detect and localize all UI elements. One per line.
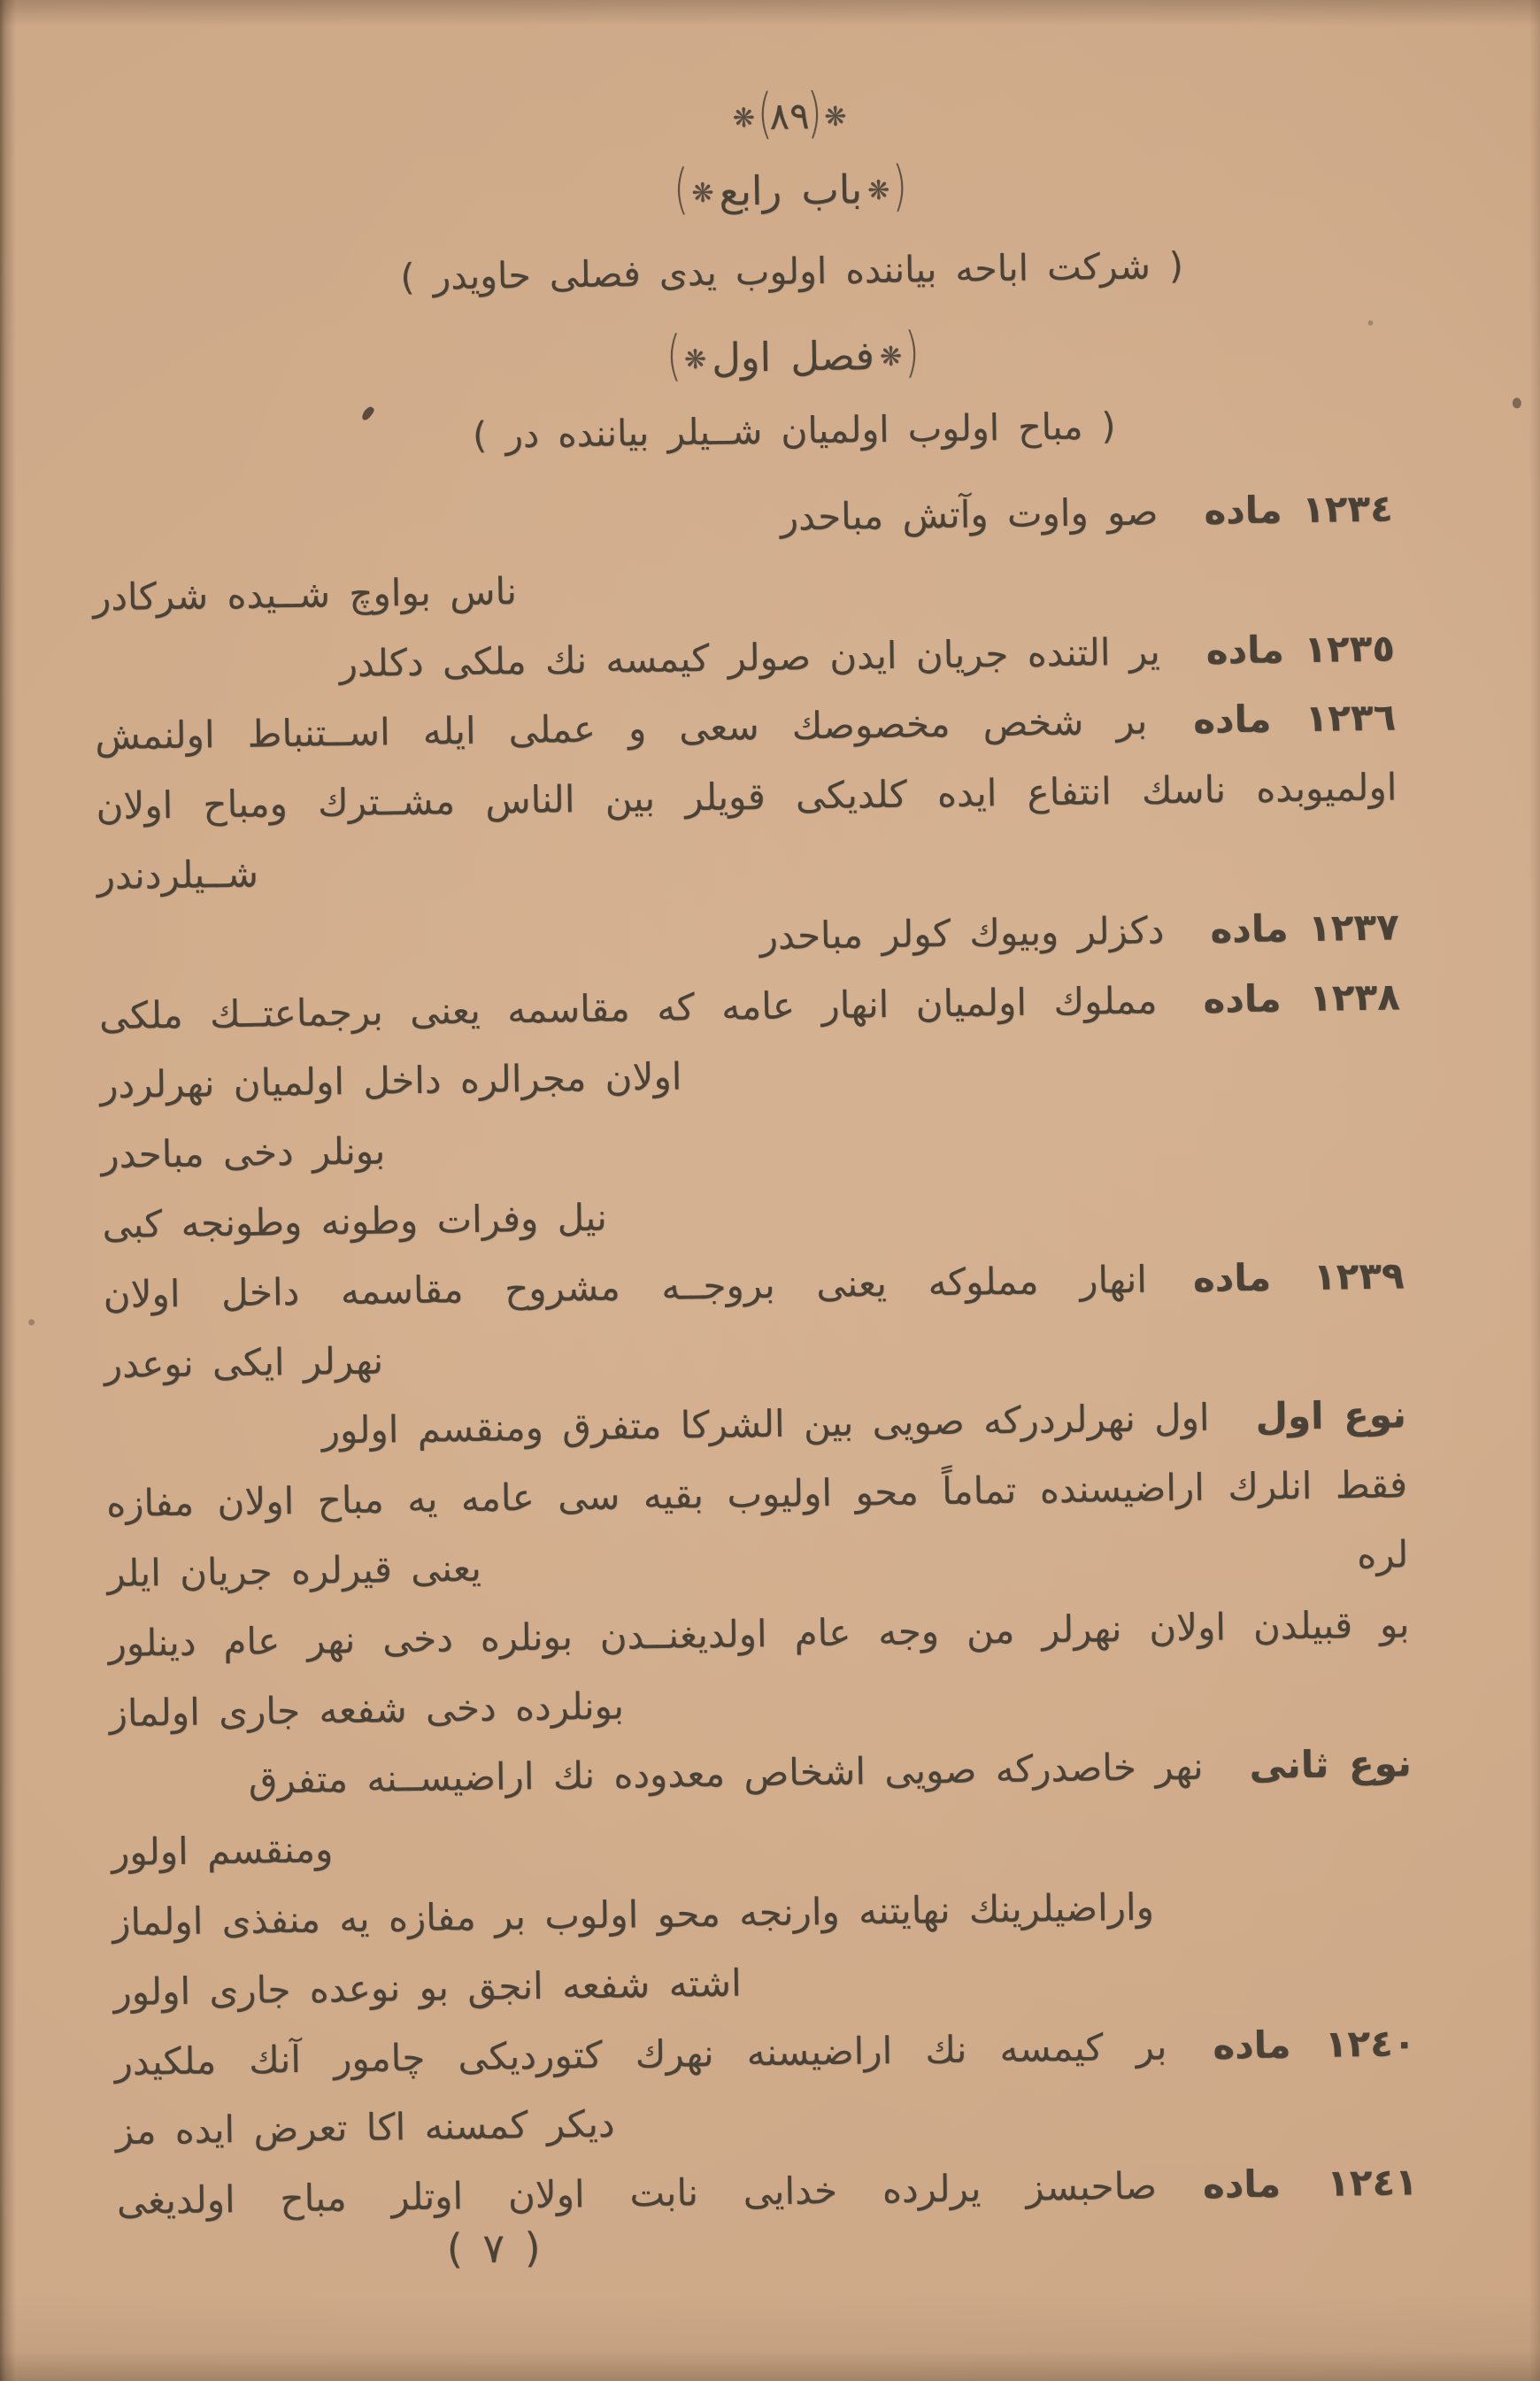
line-text: اولان مجرالره داخل اولميان نهرلردر <box>99 1054 682 1107</box>
signature-mark: ( ٧ ) <box>446 2223 542 2273</box>
line-text: ناس بواوچ شــيده شركادر <box>92 568 518 620</box>
ink-speck <box>28 1319 35 1325</box>
article-number: ١٢٣٦ ماده <box>1192 695 1397 743</box>
ink-speck <box>1367 320 1373 326</box>
label-gap <box>1147 1291 1193 1292</box>
line-text: بو قبيلدن اولان نهرلر من وجه عام اولديغنــدن بونلره دخى نهر عام دينلور <box>108 1602 1410 1665</box>
line-text: ومنقسم اولور <box>111 1827 334 1875</box>
line-text: نهرلر ايكى نوعدر <box>104 1338 384 1386</box>
line-text: اشته شفعه انجق بو نوعده جارى اولور <box>112 1961 743 2014</box>
fleuron-icon: ❋ <box>691 177 714 209</box>
article-number: نوع ثانى <box>1249 1741 1413 1788</box>
label-gap <box>1157 2198 1203 2199</box>
line-text: بر شخص مخصوصك سعى و عملى ايله اســتنباط اولنمش <box>94 699 1148 759</box>
line-text: صو واوت وآتش مباحدر <box>780 489 1159 539</box>
ornate-arc-open-icon: ( <box>666 323 682 388</box>
label-gap <box>1159 524 1205 525</box>
label-gap <box>1167 2058 1213 2059</box>
fleuron-icon: ❋ <box>683 343 707 375</box>
article-number: ١٢٤١ ماده <box>1202 2160 1419 2207</box>
label-gap <box>1210 1429 1256 1430</box>
line-text: دكزلر وبيوك كولر مباحدر <box>759 908 1165 958</box>
line-text: انهار مملوكه يعنى بروجــه مشروح مقاسمه داخل اولان <box>103 1257 1148 1316</box>
label-gap <box>1204 1778 1250 1779</box>
line-text: واراضيلرينك نهايتنه وارنجه محو اولوب بر مفازه يه منفذى اولماز <box>112 1884 1155 1945</box>
ornate-arc-close-icon: ) <box>904 320 920 384</box>
line-text: اول نهرلردركه صويى بين الشركا متفرق ومنقسم اولور <box>321 1396 1210 1452</box>
section-title: فصل اول <box>711 331 875 381</box>
line-text: فقط انلرك اراضيسنده تماماً محو اوليوب بقيه سى عامه يه مباح اولان مفازه لره <box>105 1462 1409 1577</box>
section-note: ( مباح اولوب اولميان شــيلر بياننده در ) <box>472 405 1116 457</box>
label-gap <box>1160 663 1206 664</box>
chapter-note: ( شركت اباحه بياننده اولوب يدى فصلى حاويدر ) <box>400 243 1184 299</box>
article-number: ١٢٤٠ ماده <box>1212 2020 1416 2068</box>
article-number: ١٢٣٩ ماده <box>1192 1253 1405 1300</box>
page-number: ٨٩ <box>769 93 810 138</box>
article-number: ١٢٣٥ ماده <box>1205 626 1396 673</box>
label-gap <box>1158 1012 1204 1013</box>
ink-speck <box>1513 397 1521 408</box>
line-text: ير التنده جريان ايدن صولر كيمسه نك ملكى دكلدر <box>339 628 1161 685</box>
line-text: مملوك اولميان انهار عامه كه مقاسمه يعنى برجماعتــك ملكى <box>98 978 1158 1037</box>
line-text: يعنى قيرلره جريان ايلر <box>106 1545 482 1596</box>
ornate-arc-close-icon: ) <box>806 81 822 144</box>
line-text: ديكر كمسنه اكا تعرض ايده مز <box>115 2102 615 2154</box>
line-text: نيل وفرات وطونه وطونجه كبى <box>102 1195 608 1247</box>
label-gap <box>1165 942 1211 943</box>
article-number: ١٢٣٤ ماده <box>1204 486 1394 533</box>
chapter-title: باب رابع <box>719 165 863 215</box>
fleuron-icon: ❋ <box>879 341 903 373</box>
fleuron-icon: ❋ <box>866 174 890 206</box>
fleuron-icon: ❋ <box>732 102 756 134</box>
article-number: ١٢٣٨ ماده <box>1203 974 1401 1021</box>
ornate-arc-open-icon: ( <box>757 81 773 145</box>
ornate-arc-close-icon: ) <box>891 153 908 218</box>
ornate-arc-open-icon: ( <box>674 157 689 221</box>
fleuron-icon: ❋ <box>823 101 847 133</box>
line-text: نهر خاصدركه صويى اشخاص معدوده نك اراضيســنه متفرق <box>248 1745 1204 1803</box>
line-text: بر كيمسه نك اراضيسنه نهرك كتورديكى چامور آنك ملكيدر <box>114 2023 1167 2084</box>
line-text: بونلرده دخى شفعه جارى اولماز <box>109 1684 625 1735</box>
article-number: ١٢٣٧ ماده <box>1210 905 1400 952</box>
line-text: صاحبسز يرلرده خدايى نابت اولان اوتلر مباح اولديغى <box>116 2163 1158 2223</box>
section-heading-row <box>93 308 1492 405</box>
label-gap <box>1147 733 1193 734</box>
line-text: اولميوبده ناسك انتفاع ايده كلديكى قويلر بين الناس مشــترك ومباح اولان <box>96 765 1398 828</box>
line-text: بونلر دخى مباحدر <box>100 1129 386 1177</box>
article-number: نوع اول <box>1255 1392 1407 1439</box>
line-text: شــيلردندر <box>96 851 259 898</box>
text-block <box>91 474 1418 2237</box>
